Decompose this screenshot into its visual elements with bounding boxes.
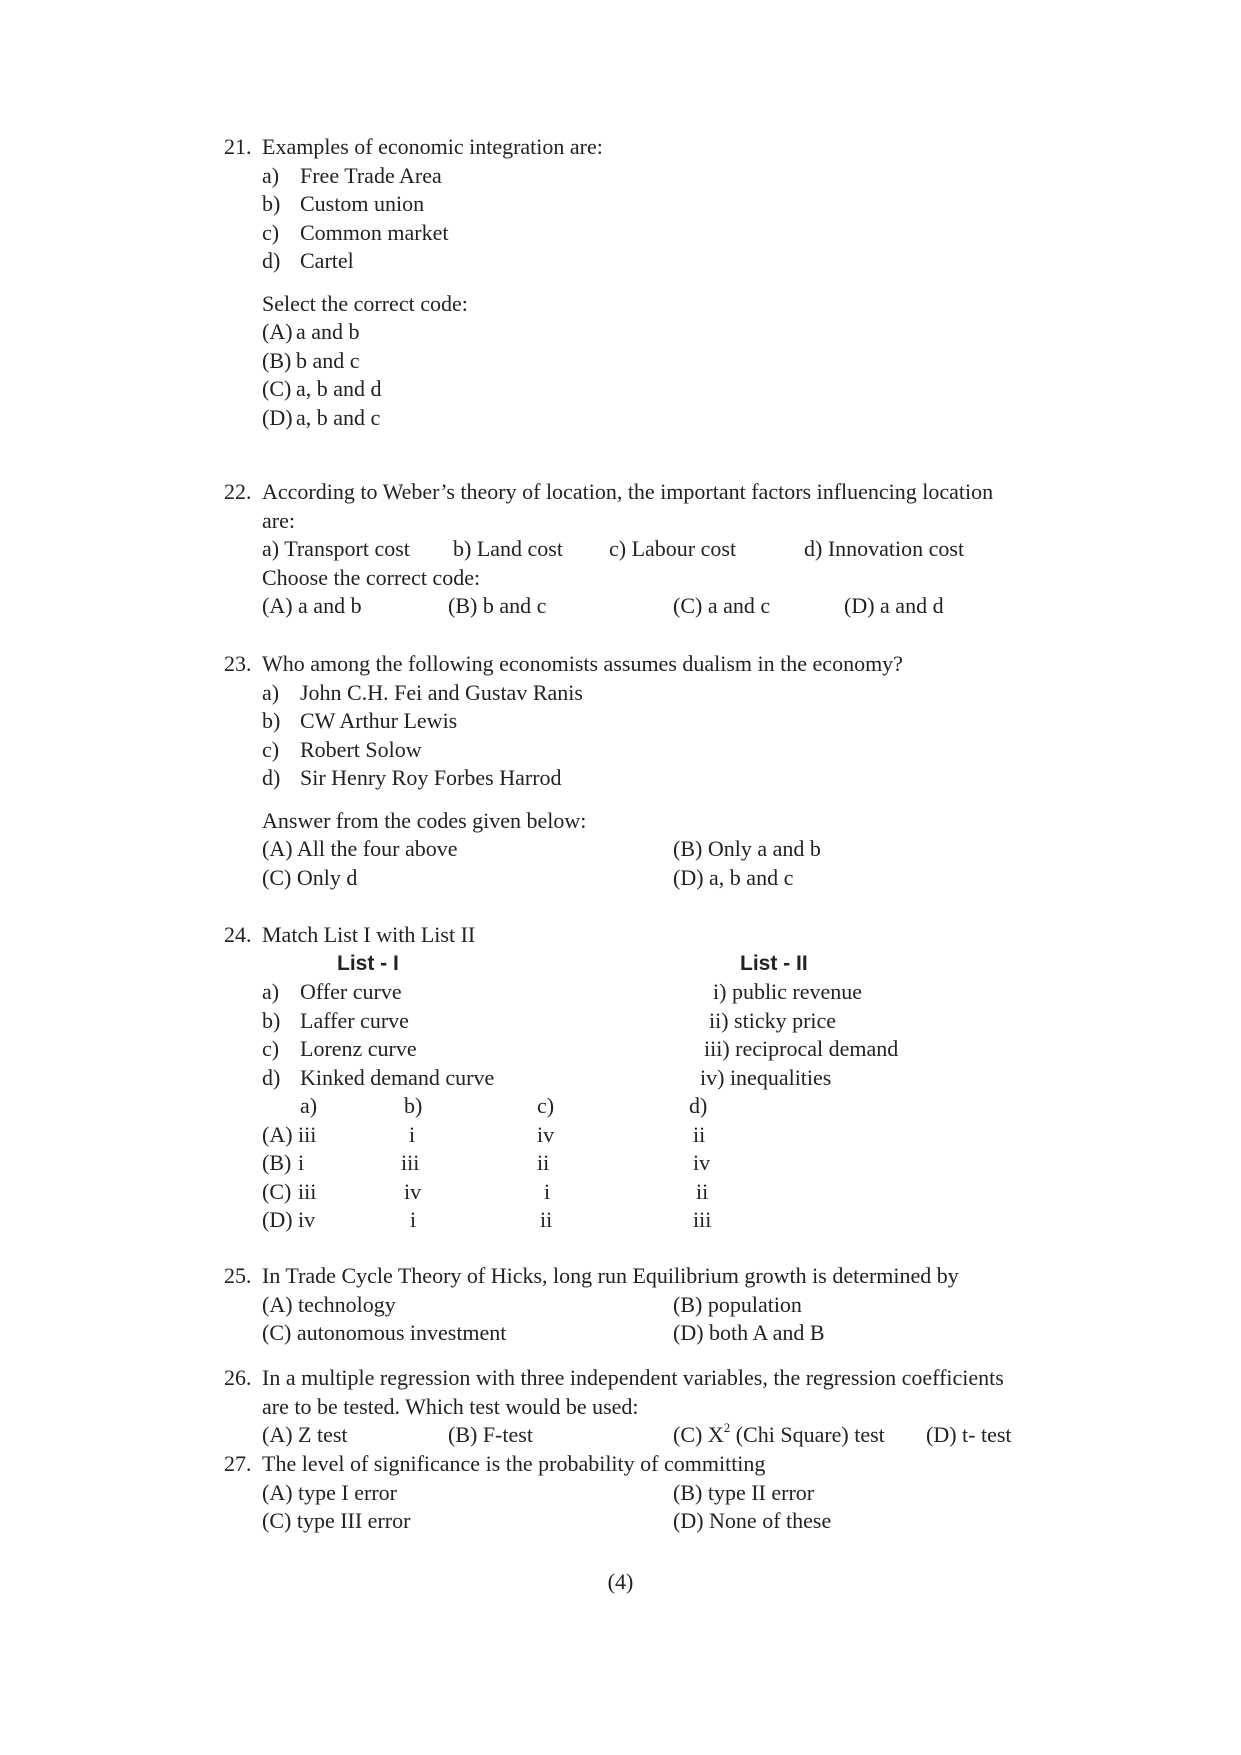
answer-option: (B) population <box>673 1291 802 1317</box>
question-number: 24. <box>224 922 252 947</box>
answer-option: (B) b and c <box>262 347 360 373</box>
answer-option: (D) both A and B <box>673 1320 825 1345</box>
options-row <box>224 592 1124 621</box>
match-row: a) Offer curve i) public revenue <box>262 979 863 1004</box>
question-number: 21. <box>224 134 252 159</box>
list-item: a) John C.H. Fei and Gustav Ranis <box>262 679 583 705</box>
answer-option: (B) Only a and b <box>673 836 821 861</box>
question-number: 27. <box>224 1451 252 1476</box>
question-text: The level of significance is the probability of committing <box>262 1451 766 1476</box>
question-number: 26. <box>224 1365 252 1390</box>
code-row: (C) iii iv i ii <box>262 1178 709 1204</box>
answer-option: (A) technology <box>262 1291 396 1317</box>
answer-option: (A) Z test <box>262 1422 348 1447</box>
code-row: (D) iv i ii iii <box>262 1207 712 1232</box>
question-text: According to Weber’s theory of location, the important factors influencing location <box>262 479 994 504</box>
answer-option: (C) Only d <box>262 864 358 890</box>
options-row <box>224 835 1124 864</box>
answer-option: (D) t- test <box>926 1422 1012 1447</box>
options-row <box>224 1319 1124 1348</box>
list-item: c) Robert Solow <box>262 736 422 762</box>
instruction: Answer from the codes given below: <box>262 807 587 833</box>
list-item: a) Free Trade Area <box>262 162 442 188</box>
code-header-row: a) b) c) d) <box>300 1093 708 1118</box>
options-row <box>224 864 1124 893</box>
match-row: b) Laffer curve ii) sticky price <box>262 1007 837 1033</box>
answer-option: (D) None of these <box>673 1508 832 1533</box>
options-row <box>224 1291 1124 1320</box>
question-27 <box>224 1450 1124 1536</box>
question-number: 22. <box>224 479 252 504</box>
instruction: Choose the correct code: <box>262 564 481 590</box>
question-text-cont: are to be tested. Which test would be used: <box>262 1393 639 1419</box>
question-24 <box>224 921 1124 1235</box>
answer-option: (D) a and d <box>844 593 944 618</box>
question-text: Who among the following economists assumes dualism in the economy? <box>262 651 903 676</box>
match-row: d) Kinked demand curve iv) inequalities <box>262 1064 832 1090</box>
answer-option: (B) F-test <box>448 1422 533 1447</box>
match-row: c) Lorenz curve iii) reciprocal demand <box>262 1036 899 1061</box>
question-text: In Trade Cycle Theory of Hicks, long run Equilibrium growth is determined by <box>262 1263 959 1288</box>
answer-option: (A) All the four above <box>262 836 458 861</box>
code-row: (B) i iii ii iv <box>262 1150 711 1175</box>
question-text: Match List I with List II <box>262 922 476 947</box>
answer-option: (C) autonomous investment <box>262 1320 507 1345</box>
question-25 <box>224 1262 1124 1348</box>
answer-option: (D) a, b and c <box>673 864 794 890</box>
options-row <box>224 1479 1124 1508</box>
answer-option: (C) type III error <box>262 1508 411 1533</box>
list-item: b) Custom union <box>262 191 425 216</box>
list-item: c) Common market <box>262 219 449 245</box>
list-item: d) Cartel <box>262 248 354 273</box>
instruction: Select the correct code: <box>262 290 468 316</box>
question-text: In a multiple regression with three independent variables, the regression coefficients <box>262 1365 1004 1390</box>
question-text-cont: are: <box>262 507 295 533</box>
question-21 <box>224 133 1124 432</box>
question-number: 23. <box>224 651 252 676</box>
answer-option: (A) type I error <box>262 1479 397 1505</box>
factor-row: a) Transport cost b) Land cost c) Labour cost d) Innovation cost <box>262 536 965 561</box>
answer-option: (C) a, b and d <box>262 376 382 401</box>
answer-option: (B) b and c <box>448 593 547 618</box>
answer-option: (C) $X^2$ (Chi Square) test <box>673 1420 885 1447</box>
list-2-header: List - II <box>740 951 808 975</box>
page-number: (4) <box>607 1569 634 1594</box>
question-22 <box>224 478 1124 621</box>
answer-option: (D) a, b and c <box>262 404 381 430</box>
answer-option: (C) a and c <box>673 593 771 618</box>
question-26 <box>224 1364 1124 1450</box>
code-row: (A) iii i iv ii <box>262 1121 706 1147</box>
options-row <box>224 1421 1124 1450</box>
list-item: b) CW Arthur Lewis <box>262 708 458 733</box>
answer-option: (A) a and b <box>262 319 360 344</box>
answer-option: (B) type II error <box>673 1479 815 1505</box>
answer-option: (A) a and b <box>262 593 362 618</box>
question-number: 25. <box>224 1263 252 1288</box>
list-1-header: List - I <box>337 951 399 975</box>
options-row <box>224 1507 1124 1536</box>
question-text: Examples of economic integration are: <box>262 134 603 159</box>
list-item: d) Sir Henry Roy Forbes Harrod <box>262 765 562 790</box>
question-23 <box>224 650 1124 892</box>
